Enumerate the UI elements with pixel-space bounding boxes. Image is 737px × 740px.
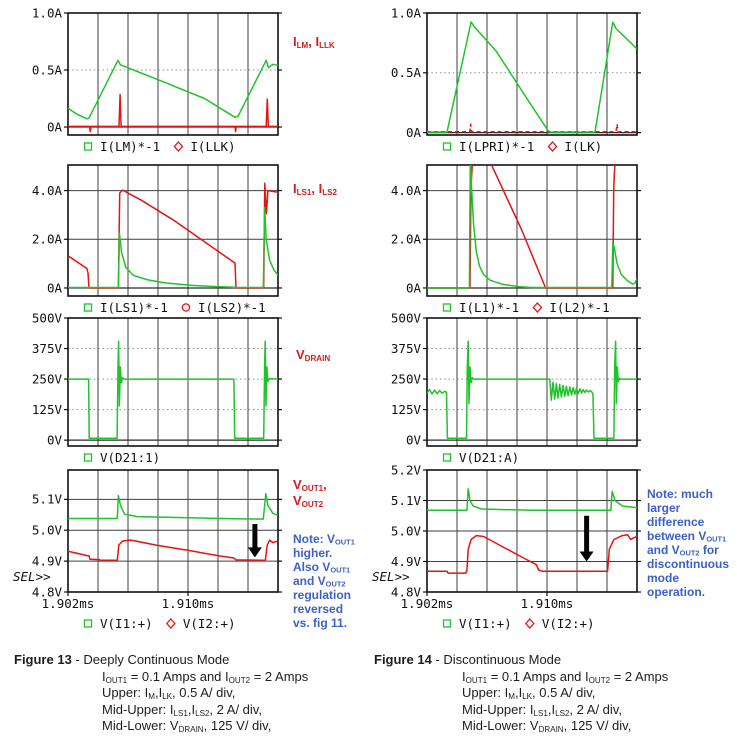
y-tick-label: 500V [390, 312, 421, 326]
y-tick-label: 5.1V [390, 492, 421, 508]
legend-label: I(LM)*-1 [100, 139, 161, 154]
plot-fig14-il1-il2 [369, 159, 674, 330]
x-tick-label: 1.910ms [161, 596, 215, 611]
legend-marker-diamond [549, 142, 557, 151]
text-line: regulation [293, 588, 352, 602]
side-label-ils1-ils2 [293, 181, 337, 197]
legend-marker-diamond [174, 142, 182, 151]
legend-label: I(LPRI)*-1 [459, 139, 535, 154]
text-line: operation. [647, 585, 706, 599]
y-tick-label: 4.0A [31, 182, 62, 198]
trace-v-d21-a- [427, 341, 637, 438]
text-line: larger [647, 501, 681, 515]
trace-i-l1-1 [427, 159, 637, 288]
y-tick-label: 4.8V [31, 584, 62, 600]
text-line: $I_{OUT1} = 0.1$ Amps and $I_{OUT2} = 2$ Amps [102, 668, 309, 685]
legend-label: V(I2:+) [182, 616, 236, 631]
text-line: $V_{DRAIN}$ [296, 347, 331, 363]
legend-marker-square [444, 304, 451, 311]
text-line: Also $V_{OUT1}$ [293, 560, 351, 575]
text-line: and $V_{OUT2}$ for [647, 543, 719, 558]
y-tick-label: 2.0A [390, 231, 421, 247]
legend-label: I(LS2)*-1 [197, 300, 266, 315]
text-line: vs. fig 11. [293, 616, 348, 630]
text-line: $V_{OUT1}$, [293, 477, 327, 493]
chart-svg-fig13-mid-upper [10, 159, 315, 330]
plot-fig13-ils1-ils2 [10, 159, 315, 330]
text-line: Note: much [647, 487, 713, 501]
chart-svg-fig13-lower [10, 464, 315, 644]
plot-frame [68, 13, 278, 135]
caption-detail-lines [102, 669, 366, 735]
text-line: Upper: $I_M,I_{LK}$, 0.5 A/ div, [462, 685, 596, 701]
plot-fig13-ilm-illk [10, 7, 315, 169]
y-tick-label: 2.0A [31, 231, 62, 247]
y-tick-label: 375V [390, 340, 421, 356]
caption-dash: - [431, 652, 444, 667]
y-tick-label: 375V [31, 340, 62, 356]
legend-marker-diamond [533, 303, 541, 312]
text-line: $V_{OUT2}$ [293, 493, 324, 509]
y-tick-label: 4.9V [31, 553, 62, 569]
plot-frame [427, 13, 637, 135]
y-tick-label: 0V [405, 432, 421, 448]
plot-fig13-vout [10, 464, 315, 644]
sel-label: SEL>> [13, 569, 51, 584]
y-tick-label: 0V [46, 432, 62, 448]
note-fig14 [647, 487, 737, 599]
caption-fig13 [14, 652, 366, 735]
plot-fig14-vdrain [369, 312, 674, 480]
caption-detail-lines [462, 669, 726, 735]
legend-marker-square [85, 304, 92, 311]
plot-fig13-vdrain [10, 312, 315, 480]
legend [444, 139, 603, 154]
down-arrow-annotation [580, 516, 594, 562]
y-tick-label: 0A [405, 280, 421, 296]
legend-marker-square [444, 143, 451, 150]
legend [85, 450, 161, 465]
traces [68, 183, 278, 288]
y-tick-label: 4.9V [390, 553, 421, 569]
caption-title [14, 652, 366, 669]
text-line: higher. [293, 546, 333, 560]
x-tick-label: 1.910ms [520, 596, 574, 611]
y-tick-label: 5.1V [31, 491, 62, 507]
caption-fig14 [374, 652, 726, 735]
figure-mode: Discontinuous Mode [443, 652, 562, 667]
text-line: Mid-Upper: $I_{LS1},I_{LS2}$, 2 A/ div, [102, 701, 262, 718]
trace-v-i1- [68, 494, 278, 519]
legend-label: V(I2:+) [541, 616, 595, 631]
legend-marker-square [444, 454, 451, 461]
legend-marker-circle [182, 304, 189, 311]
y-tick-label: 500V [31, 312, 62, 326]
trace-v-i1- [427, 489, 637, 510]
trace-i-ls2-1 [68, 183, 278, 288]
legend-label: I(LS1)*-1 [100, 300, 168, 315]
y-tick-label: 5.0V [390, 523, 421, 539]
y-tick-label: 0A [46, 119, 62, 135]
text-line: Mid-Upper: $I_{LS1},I_{LS2}$, 2 A/ div, [462, 701, 622, 718]
trace-i-lpri-1 [427, 22, 637, 132]
legend-label: V(I1:+) [100, 616, 153, 631]
y-tick-label: 0.5A [31, 62, 62, 78]
y-tick-label: 5.2V [390, 464, 421, 478]
chart-svg-fig14-mid-upper [369, 159, 674, 330]
plot-frame [68, 470, 278, 592]
text-line: $I_{LS1}$, $I_{LS2}$ [293, 181, 337, 197]
legend [444, 450, 520, 465]
chart-svg-fig13-upper [10, 7, 315, 169]
x-tick-label: 1.902ms [41, 596, 95, 611]
side-label-ilm-illk [293, 34, 335, 50]
y-tick-label: 125V [31, 401, 62, 417]
plot-fig14-vout [369, 464, 674, 644]
traces [427, 159, 637, 288]
y-tick-label: 1.0A [390, 7, 421, 21]
plot-frame [427, 318, 637, 446]
text-line: Note: $V_{OUT1}$ [293, 532, 355, 547]
legend-marker-square [85, 454, 92, 461]
y-tick-label: 4.8V [390, 584, 421, 600]
y-tick-label: 1.0A [31, 7, 62, 21]
text-line: between $V_{OUT1}$ [647, 529, 727, 544]
legend-label: I(LK) [564, 139, 603, 154]
trace-i-l2-1 [427, 159, 637, 288]
plot-frame [427, 165, 637, 296]
y-tick-label: 4.0A [390, 182, 421, 198]
chart-svg-fig13-mid-lower [10, 312, 315, 480]
figure-mode: Deeply Continuous Mode [83, 652, 230, 667]
text-line: discontinuous [647, 557, 729, 571]
text-line: Mid-Lower: $V_{DRAIN}$, 125 V/ div, [102, 718, 272, 734]
y-tick-label: 0A [46, 280, 62, 296]
sel-label: SEL>> [372, 569, 410, 584]
y-tick-label: 0.5A [390, 65, 421, 81]
down-arrow-annotation [248, 524, 262, 557]
legend-marker-square [444, 620, 451, 627]
trace-i-lk- [427, 124, 637, 132]
legend [85, 616, 236, 631]
figure-number: Figure 14 [374, 652, 432, 667]
legend-marker-diamond [526, 619, 534, 628]
legend-label: V(D21:A) [459, 450, 520, 465]
side-label-vdrain [296, 347, 330, 363]
chart-svg-fig14-mid-lower [369, 312, 674, 480]
x-tick-label: 1.902ms [400, 596, 454, 611]
trace-v-d21-1- [68, 341, 278, 438]
legend-label: I(L1)*-1 [459, 300, 520, 315]
legend-label: I(L2)*-1 [549, 300, 610, 315]
legend [444, 616, 595, 631]
text-line: and $V_{OUT2}$ [293, 574, 346, 589]
caption-dash: - [71, 652, 84, 667]
y-tick-label: 250V [390, 371, 421, 387]
text-line: $I_{LM}$, $I_{LLK}$ [293, 34, 335, 50]
trace-i-lm-1 [68, 60, 278, 119]
legend-label: V(D21:1) [100, 450, 161, 465]
traces [427, 22, 637, 132]
text-line: Mid-Lower: $V_{DRAIN}$, 125 V/ div, [462, 718, 632, 734]
figure-number: Figure 13 [14, 652, 72, 667]
text-line: reversed [293, 602, 344, 616]
trace-v-i2- [427, 535, 637, 573]
traces [427, 341, 637, 438]
caption-title [374, 652, 726, 669]
traces [68, 60, 278, 131]
traces [68, 341, 278, 438]
y-tick-label: 5.0V [31, 522, 62, 538]
y-tick-label: 250V [31, 371, 62, 387]
chart-svg-fig14-lower [369, 464, 674, 644]
traces [68, 494, 278, 560]
y-tick-label: 0A [405, 124, 421, 140]
text-line: mode [647, 571, 680, 585]
legend-label: I(LLK) [190, 139, 236, 154]
legend [85, 139, 236, 154]
legend-marker-square [85, 620, 92, 627]
text-line: difference [647, 515, 705, 529]
trace-v-i2- [68, 540, 278, 560]
plot-frame [68, 165, 278, 296]
legend-marker-square [85, 143, 92, 150]
plot-fig14-ilpri-ilk [369, 7, 674, 169]
legend-marker-diamond [167, 619, 175, 628]
chart-svg-fig14-upper [369, 7, 674, 169]
side-label-vout1-vout2 [293, 477, 327, 509]
text-line: Upper: $I_M,I_{LK}$, 0.5 A/ div, [102, 685, 236, 701]
y-tick-label: 125V [390, 401, 421, 417]
plot-frame [68, 318, 278, 446]
legend-label: V(I1:+) [459, 616, 512, 631]
note-fig13 [293, 532, 371, 630]
text-line: $I_{OUT1} = 0.1$ Amps and $I_{OUT2} = 2$ Amps [462, 668, 669, 685]
